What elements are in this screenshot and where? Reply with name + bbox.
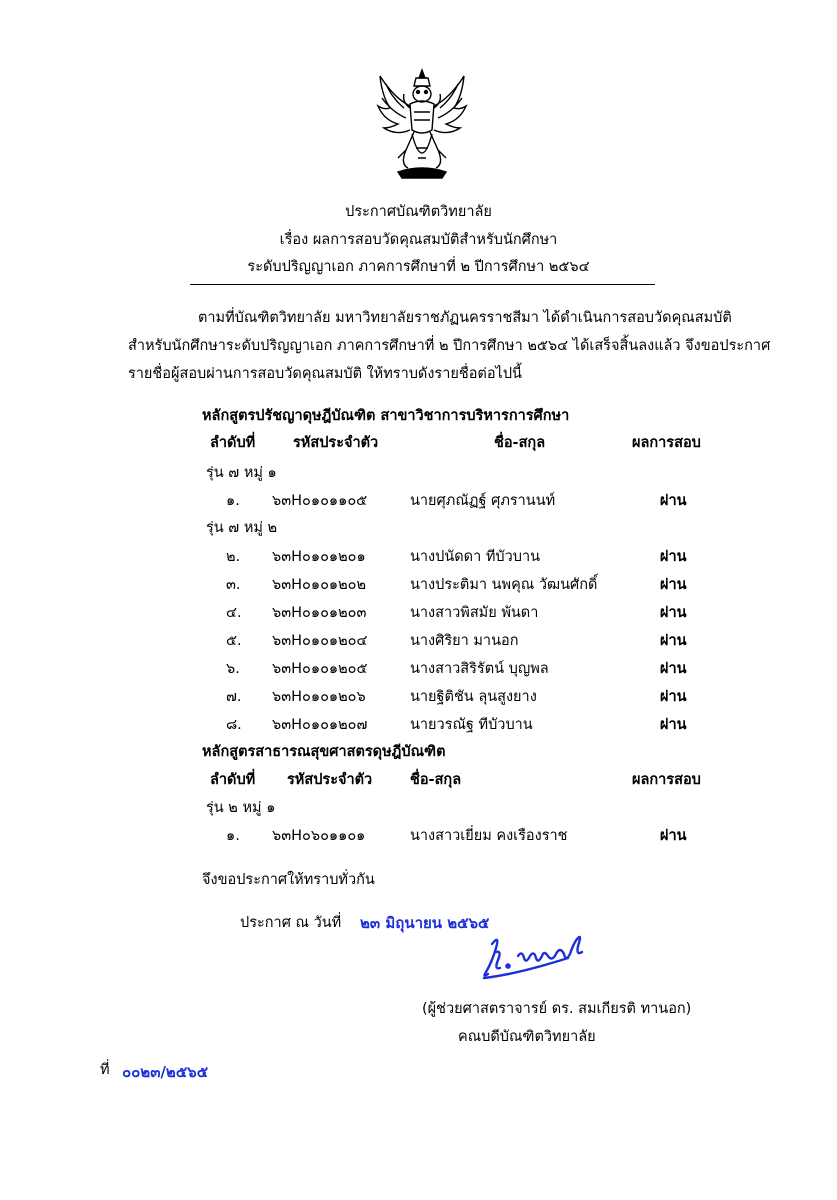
handwritten-signature xyxy=(478,928,598,983)
student-name: นางสาวพิสมัย พันดา xyxy=(410,605,539,621)
student-name: นางสาวสิริรัตน์ บุญพล xyxy=(410,661,549,677)
column-header-id: รหัสประจำตัว xyxy=(293,435,379,451)
student-id: ๖๓H๐๑๐๑๒๐๓ xyxy=(272,605,367,621)
student-name: นางศิริยา มานอก xyxy=(410,633,519,649)
program-title: หลักสูตรปรัชญาดุษฎีบัณฑิต สาขาวิชาการบริหารการศึกษา xyxy=(202,408,570,424)
student-id: ๖๓H๐๑๐๑๒๐๑ xyxy=(272,549,366,565)
group-label: รุ่น ๗ หมู่ ๒ xyxy=(206,520,278,536)
row-number: ๑. xyxy=(226,493,240,509)
column-header-name: ชื่อ-สกุล xyxy=(494,435,546,451)
student-name: นางสาวเยี่ยม คงเรืองราช xyxy=(410,828,568,844)
exam-result: ผ่าน xyxy=(660,577,687,593)
body-line-2: สำหรับนักศึกษาระดับปริญญาเอก ภาคการศึกษาที่ ๒ ปีการศึกษา ๒๕๖๔ ได้เสร็จสิ้นลงแล้ว จึงขอประกาศ xyxy=(128,338,771,354)
announcement-subject: เรื่อง ผลการสอบวัดคุณสมบัติสำหรับนักศึกษา xyxy=(279,232,558,248)
row-number: ๒. xyxy=(226,549,241,565)
row-number: ๗. xyxy=(226,689,242,705)
student-id: ๖๓H๐๑๐๑๑๐๕ xyxy=(272,493,368,509)
exam-result: ผ่าน xyxy=(660,717,687,733)
signatory-position: คณบดีบัณฑิตวิทยาลัย xyxy=(458,1029,596,1045)
student-id: ๖๓H๐๑๐๑๒๐๖ xyxy=(272,689,366,705)
student-id: ๖๓H๐๑๐๑๒๐๕ xyxy=(272,661,368,677)
announcement-level: ระดับปริญญาเอก ภาคการศึกษาที่ ๒ ปีการศึกษา ๒๕๖๔ xyxy=(247,259,590,275)
exam-result: ผ่าน xyxy=(660,605,687,621)
garuda-emblem-icon xyxy=(376,68,468,180)
body-line-3: รายชื่อผู้สอบผ่านการสอบวัดคุณสมบัติ ให้ทราบดังรายชื่อต่อไปนี้ xyxy=(128,366,522,382)
group-label: รุ่น ๗ หมู่ ๑ xyxy=(206,465,277,481)
column-header-result: ผลการสอบ xyxy=(632,772,701,788)
row-number: ๑. xyxy=(226,828,240,844)
announcement-title: ประกาศบัณฑิตวิทยาลัย xyxy=(345,204,492,220)
row-number: ๕. xyxy=(226,633,242,649)
body-line-1: ตามที่บัณฑิตวิทยาลัย มหาวิทยาลัยราชภัฏนครราชสีมา ได้ดำเนินการสอบวัดคุณสมบัติ xyxy=(198,310,732,326)
date-prefix: ประกาศ ณ วันที่ xyxy=(240,915,342,931)
student-id: ๖๓H๐๑๐๑๒๐๔ xyxy=(272,633,368,649)
exam-result: ผ่าน xyxy=(660,828,687,844)
column-header-name: ชื่อ-สกุล xyxy=(410,772,462,788)
student-name: นางปนัดดา ทีบัวบาน xyxy=(410,549,540,565)
exam-result: ผ่าน xyxy=(660,633,687,649)
group-label: รุ่น ๒ หมู่ ๑ xyxy=(206,800,276,816)
column-header-no: ลำดับที่ xyxy=(210,772,256,788)
date-value: ๒๓ มิถุนายน ๒๕๖๕ xyxy=(360,914,490,932)
header-divider xyxy=(190,284,655,285)
exam-result: ผ่าน xyxy=(660,549,687,565)
doc-number-label: ที่ xyxy=(100,1062,110,1078)
row-number: ๘. xyxy=(226,717,242,733)
column-header-result: ผลการสอบ xyxy=(632,435,701,451)
student-id: ๖๓H๐๑๐๑๒๐๗ xyxy=(272,717,368,733)
student-name: นางประติมา นพคุณ วัฒนศักดิ์ xyxy=(410,577,598,593)
program-title: หลักสูตรสาธารณสุขศาสตรดุษฎีบัณฑิต xyxy=(202,744,446,760)
student-name: นายศุภณัฏฐ์ ศุภรานนท์ xyxy=(410,493,556,509)
student-id: ๖๓H๐๖๐๑๑๐๑ xyxy=(272,828,366,844)
exam-result: ผ่าน xyxy=(660,689,687,705)
column-header-id: รหัสประจำตัว xyxy=(287,772,373,788)
row-number: ๔. xyxy=(226,605,242,621)
signatory-name: (ผู้ช่วยศาสตราจารย์ ดร. สมเกียรติ ทานอก) xyxy=(422,1001,692,1017)
student-name: นายฐิติชัน ลุนสูงยาง xyxy=(410,689,537,705)
exam-result: ผ่าน xyxy=(660,661,687,677)
student-id: ๖๓H๐๑๐๑๒๐๒ xyxy=(272,577,367,593)
closing-statement: จึงขอประกาศให้ทราบทั่วกัน xyxy=(202,872,375,888)
exam-result: ผ่าน xyxy=(660,493,687,509)
student-name: นายวรณัฐ ทีบัวบาน xyxy=(410,717,533,733)
row-number: ๓. xyxy=(226,577,241,593)
row-number: ๖. xyxy=(226,661,240,677)
doc-number-value: ๐๐๒๓/๒๕๖๕ xyxy=(122,1063,209,1081)
column-header-no: ลำดับที่ xyxy=(210,435,256,451)
